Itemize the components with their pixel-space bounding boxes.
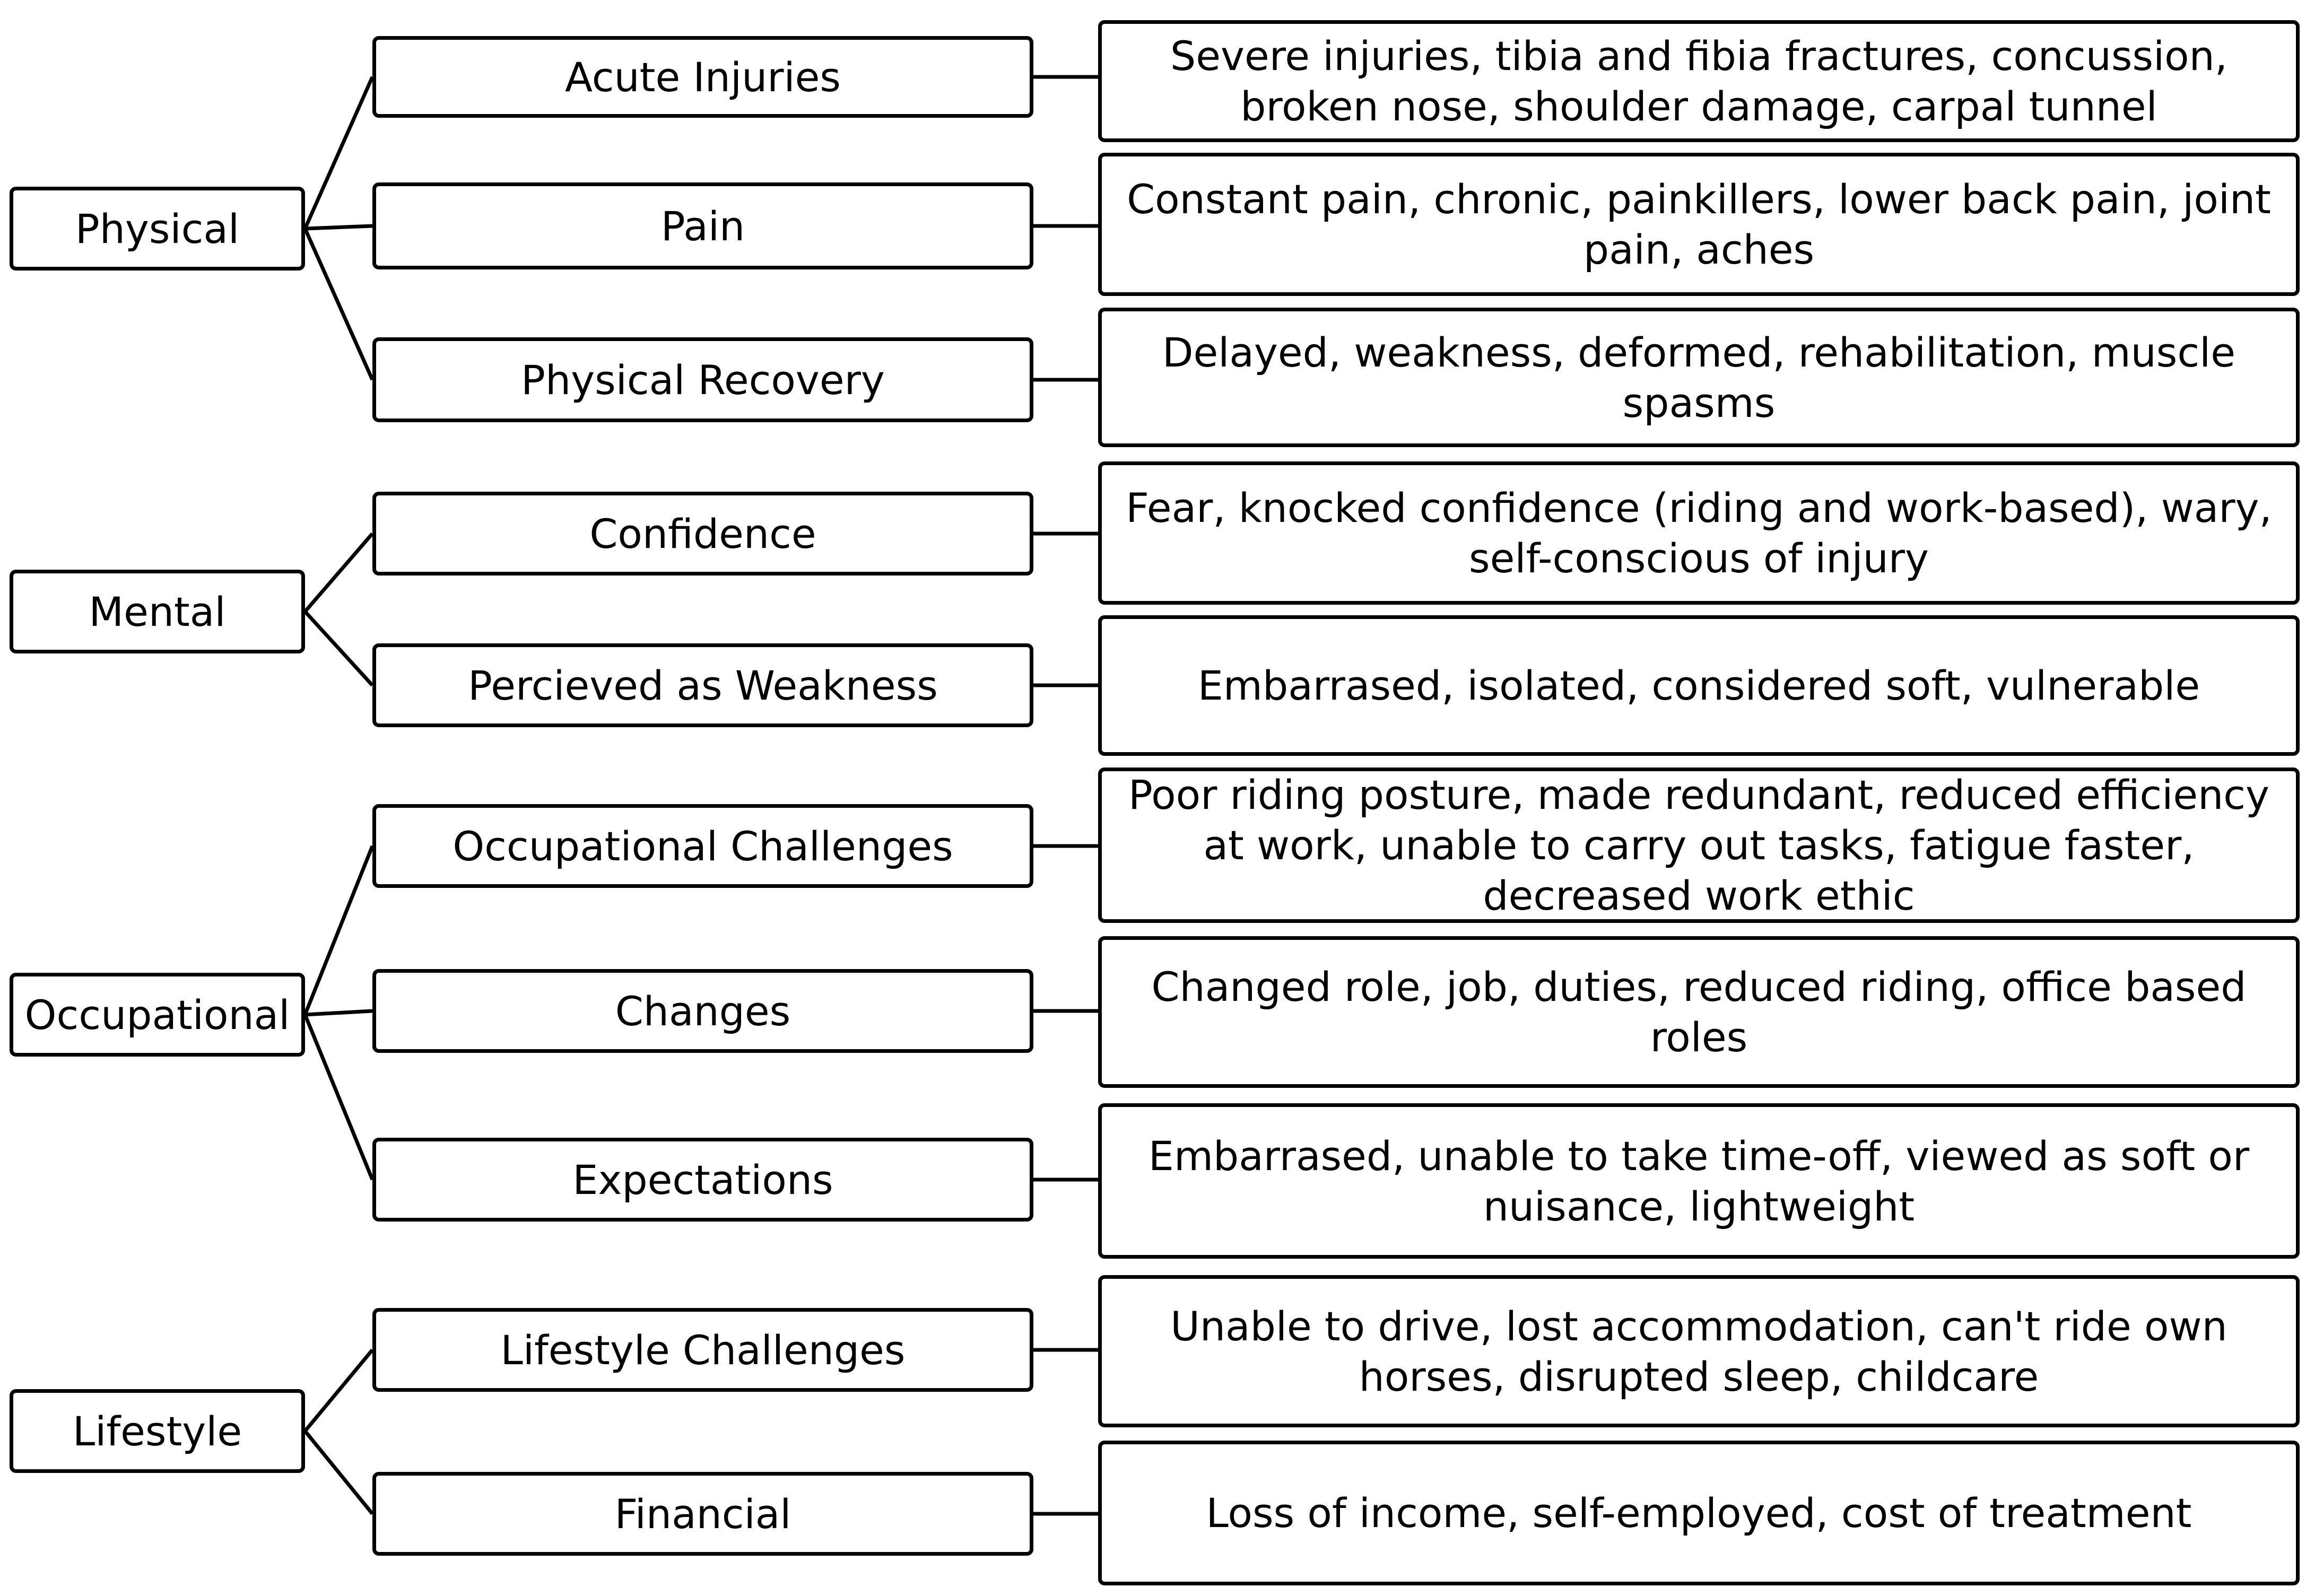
detail-changes: Changed role, job, duties, reduced riding, office based roles <box>1098 936 2300 1088</box>
detail-occupational-challenges: Poor riding posture, made redundant, reduced efficiency at work, unable to carry out tasks, fatigue faster, decreased work ethic <box>1098 768 2300 923</box>
category-lifestyle: Lifestyle <box>10 1389 305 1473</box>
connector-line <box>305 226 372 229</box>
connector-line <box>305 1015 372 1180</box>
detail-acute-injuries: Severe injuries, tibia and fibia fractures, concussion, broken nose, shoulder damage, carpal tunnel <box>1098 20 2300 142</box>
subtheme-pain: Pain <box>372 182 1033 269</box>
detail-expectations: Embarrased, unable to take time-off, viewed as soft or nuisance, lightweight <box>1098 1103 2300 1259</box>
subtheme-perceived-weakness: Percieved as Weakness <box>372 643 1033 727</box>
subtheme-lifestyle-challenges: Lifestyle Challenges <box>372 1308 1033 1392</box>
connector-line <box>305 1350 372 1431</box>
connector-line <box>305 77 372 229</box>
connector-line <box>305 1011 372 1015</box>
detail-confidence: Fear, knocked confidence (riding and work-based), wary, self-conscious of injury <box>1098 461 2300 605</box>
subtheme-acute-injuries: Acute Injuries <box>372 36 1033 118</box>
detail-physical-recovery: Delayed, weakness, deformed, rehabilitation, muscle spasms <box>1098 308 2300 447</box>
connector-line <box>305 846 372 1015</box>
subtheme-financial: Financial <box>372 1472 1033 1556</box>
connector-line <box>305 229 372 380</box>
connector-line <box>305 1431 372 1514</box>
connector-line <box>305 534 372 612</box>
category-physical: Physical <box>10 187 305 271</box>
subtheme-physical-recovery: Physical Recovery <box>372 337 1033 422</box>
subtheme-occupational-challenges: Occupational Challenges <box>372 804 1033 888</box>
connector-line <box>305 612 372 685</box>
detail-pain: Constant pain, chronic, painkillers, lower back pain, joint pain, aches <box>1098 153 2300 296</box>
category-occupational: Occupational <box>10 973 305 1057</box>
detail-lifestyle-challenges: Unable to drive, lost accommodation, can't ride own horses, disrupted sleep, childcare <box>1098 1275 2300 1427</box>
detail-financial: Loss of income, self-employed, cost of treatment <box>1098 1441 2300 1585</box>
subtheme-confidence: Confidence <box>372 492 1033 575</box>
category-mental: Mental <box>10 570 305 653</box>
detail-perceived-weakness: Embarrased, isolated, considered soft, vulnerable <box>1098 615 2300 756</box>
subtheme-changes: Changes <box>372 969 1033 1053</box>
subtheme-expectations: Expectations <box>372 1138 1033 1222</box>
